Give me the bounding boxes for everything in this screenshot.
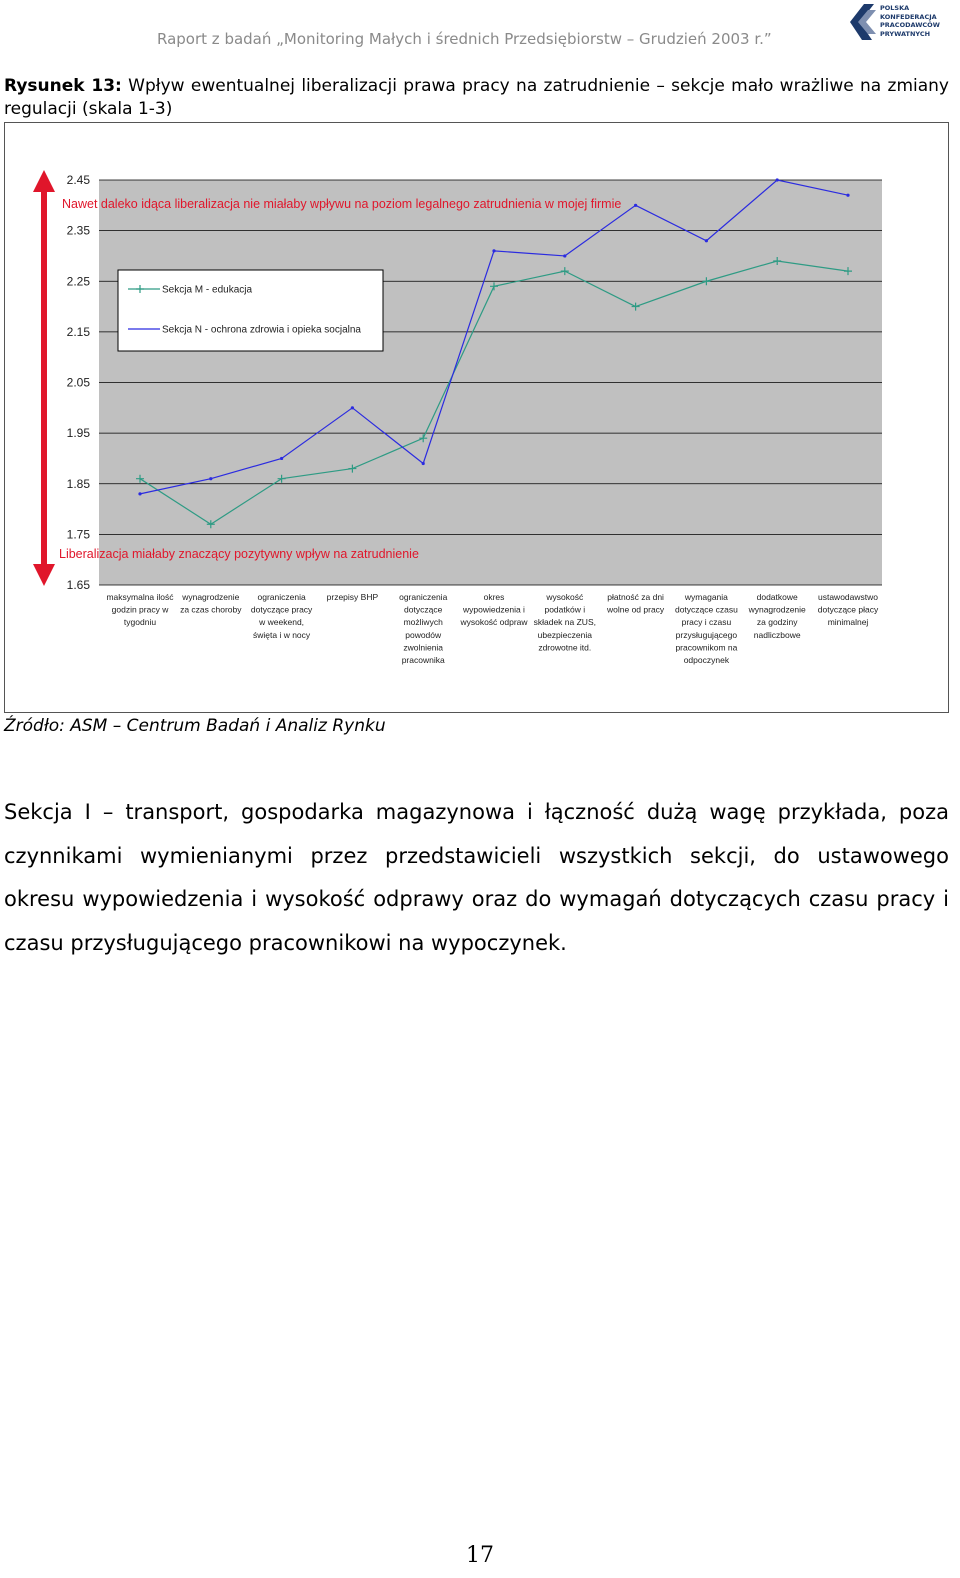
legend-label: Sekcja M - edukacja [162, 284, 253, 296]
x-category-label: pracownikom na [675, 642, 738, 653]
x-category-label: płatność za dni [607, 592, 664, 602]
y-tick-label: 2.15 [66, 324, 90, 339]
running-header: Raport z badań „Monitoring Małych i średnich Przedsiębiorstw – Grudzień 2003 r.” [157, 30, 772, 48]
x-category-label: minimalnej [827, 617, 869, 628]
y-tick-label: 1.85 [66, 476, 90, 491]
x-category-label: możliwych [403, 617, 443, 628]
x-category-label: ubezpieczenia [537, 629, 592, 640]
y-tick-label: 1.65 [66, 578, 90, 592]
figure-label: Rysunek 13: [4, 76, 122, 96]
y-tick-label: 1.95 [66, 426, 90, 441]
x-category-label: składek na ZUS, [533, 617, 596, 628]
x-category-label: godzin pracy w [111, 604, 169, 615]
x-category-label: wypowiedzenia i [463, 604, 525, 615]
data-point [138, 492, 141, 495]
data-point [280, 457, 283, 460]
x-category-label: odpoczynek [683, 655, 730, 665]
data-point [846, 194, 849, 197]
x-category-label: tygodniu [123, 617, 157, 628]
y-tick-label: 2.35 [66, 223, 90, 238]
data-point [351, 406, 354, 409]
scale-arrow-down-icon [33, 564, 55, 586]
x-category-label: ograniczenia [399, 592, 448, 602]
x-category-label: wymagania [684, 592, 728, 602]
y-tick-label: 2.45 [66, 173, 90, 187]
x-category-label: dotyczące płacy [817, 604, 879, 615]
x-category-label: maksymalna ilość [106, 592, 174, 602]
scale-arrow-up-icon [33, 170, 55, 192]
x-category-label: pracownika [401, 655, 445, 665]
x-category-label: wynagrodzenie [182, 592, 240, 602]
x-category-label: dotyczące czasu [674, 604, 738, 615]
x-category-label: za godziny [756, 617, 798, 628]
x-category-label: podatków i [544, 604, 586, 615]
x-category-label: święta i w nocy [253, 629, 311, 640]
data-point [422, 462, 425, 465]
x-category-label: przysługującego [675, 629, 738, 640]
x-category-label: przepisy BHP [326, 592, 379, 602]
annotation-bottom: Liberalizacja miałaby znaczący pozytywny wpływ na zatrudnienie [59, 547, 419, 561]
x-category-label: powodów [405, 629, 442, 640]
annotation-top: Nawet daleko idąca liberalizacja nie miałaby wpływu na poziom legalnego zatrudnienia w mojej firmie [62, 197, 622, 211]
x-category-label: zwolnienia [403, 642, 444, 653]
x-category-label: zdrowotne itd. [538, 642, 592, 653]
x-category-label: ograniczenia [257, 592, 306, 602]
legend-box [118, 270, 383, 351]
line-chart [0, 0, 960, 720]
data-point [634, 204, 637, 207]
x-category-label: ustawodawstwo [817, 592, 879, 602]
data-point [492, 249, 495, 252]
x-category-label: pracy i czasu [681, 617, 732, 628]
page-number: 17 [466, 1543, 494, 1568]
figure-title: Wpływ ewentualnej liberalizacji prawa pracy na zatrudnienie – sekcje mało wrażliwe na zmiany regulacji (skala 1-3) [4, 76, 949, 119]
data-point [705, 239, 708, 242]
x-category-label: dodatkowe [756, 592, 798, 602]
plot-area [33, 170, 882, 665]
logo-text: POLSKA KONFEDERACJA PRACODAWCÓW PRYWATNYCH [880, 4, 940, 38]
x-category-label: za czas choroby [180, 604, 242, 615]
body-paragraph: Sekcja I – transport, gospodarka magazynowa i łączność dużą wagę przykłada, poza czynnikami wymienianymi przez przedstawicieli wszystkich sekcji, do ustawowego okresu wypowiedzenia i wysokość odprawy oraz do wymagań dotyczących czasu pracy i czasu przysługującego pracownikowi na wypoczynek. [4, 800, 949, 956]
data-point [776, 178, 779, 181]
x-category-label: dotyczące [404, 604, 443, 615]
x-category-label: dotyczące pracy [250, 604, 313, 615]
x-category-label: nadliczbowe [753, 629, 801, 640]
x-category-label: wysokość [546, 592, 584, 602]
figure-source: Źródło: ASM – Centrum Badań i Analiz Rynku [4, 716, 386, 736]
x-category-label: w weekend, [259, 617, 305, 628]
x-category-label: wynagrodzenie [748, 604, 806, 615]
x-category-label: wysokość odpraw [460, 617, 528, 628]
data-point [209, 477, 212, 480]
legend-label: Sekcja N - ochrona zdrowia i opieka socjalna [162, 324, 361, 336]
y-tick-label: 2.25 [66, 274, 90, 289]
y-tick-label: 1.75 [66, 527, 90, 542]
data-point [563, 254, 566, 257]
y-tick-label: 2.05 [66, 375, 90, 390]
x-category-label: wolne od pracy [607, 604, 665, 615]
scale-arrow-shaft [41, 190, 47, 566]
x-category-label: okres [483, 592, 505, 602]
